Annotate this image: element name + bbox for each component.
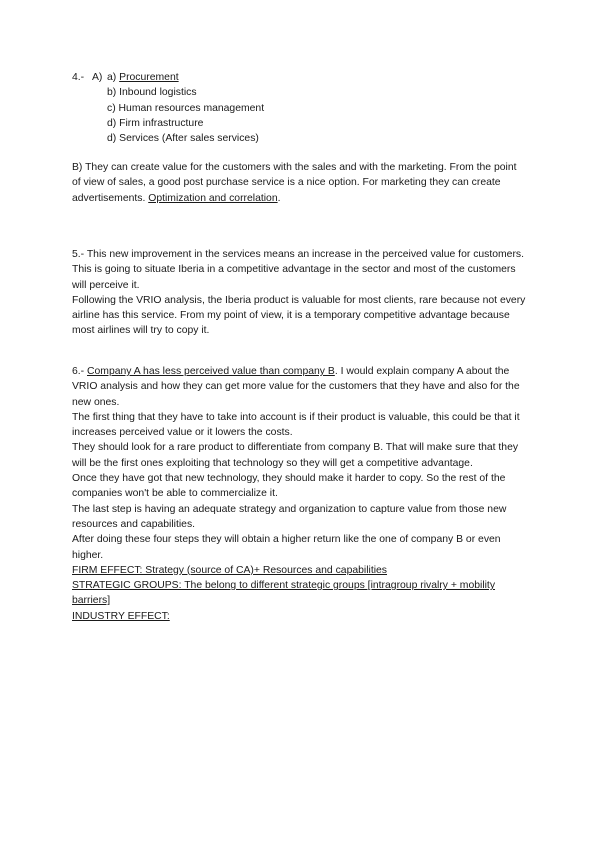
q4-item-text: Human resources management bbox=[118, 102, 265, 114]
q4-item-text: Procurement bbox=[119, 72, 179, 83]
q6-prefix: 6.- bbox=[72, 366, 88, 377]
q6-firm-effect: FIRM EFFECT: Strategy (source of CA)+ Resources and capabilities bbox=[72, 564, 388, 576]
q6-paragraph: The first thing that they have to take into account is if their product is valuable, this could be that it increases perceived value or it lowers the costs. bbox=[72, 411, 520, 439]
q6-paragraph: Once they have got that new technology, they should make it harder to copy. So the rest of the companies won't be able to commercialize it. bbox=[72, 473, 506, 500]
question-6 bbox=[72, 364, 528, 624]
q4-item-text: Firm infrastructure bbox=[119, 117, 204, 129]
q6-paragraph: They should look for a rare product to differentiate from company B. That will make sure that they will be the first ones exploiting that technology so they will get a competitive advantage. bbox=[72, 442, 519, 469]
q6-underlined: Company A has less perceived value than company B bbox=[87, 366, 335, 377]
q6-industry-effect: INDUSTRY EFFECT: bbox=[72, 610, 170, 622]
q4-list-item bbox=[72, 101, 528, 116]
q6-rest: . I would explain company A about the VRIO analysis and how they can get more value for the customers that they have and also for the new ones. bbox=[72, 366, 520, 408]
q4-item-prefix: d) bbox=[107, 117, 120, 129]
q4-part-a-label: A) bbox=[92, 72, 103, 83]
q4-number: 4.- bbox=[72, 72, 85, 83]
q5-paragraph-2: Following the VRIO analysis, the Iberia product is valuable for most clients, rare because not every airline has this service. From my point of view, it is a temporary competitive advantage because most airlines will try to copy it. bbox=[72, 294, 526, 337]
q6-strategic-groups: STRATEGIC GROUPS: The belong to different strategic groups [intragroup rivalry + mobility barriers] bbox=[72, 580, 496, 607]
q6-intro bbox=[72, 364, 528, 410]
q4-part-b-underlined: Optimization and correlation bbox=[148, 192, 278, 204]
q6-paragraph: After doing these four steps they will obtain a higher return like the one of company B or even higher. bbox=[72, 534, 501, 561]
q4-list-item bbox=[72, 116, 528, 131]
q4-item-prefix: c) bbox=[107, 102, 119, 114]
q4-list-item bbox=[72, 70, 528, 85]
q4-part-b-end: . bbox=[277, 192, 281, 204]
q4-list bbox=[72, 70, 528, 146]
question-4-part-b bbox=[72, 160, 528, 206]
question-4 bbox=[72, 70, 528, 146]
q4-item-text: Inbound logistics bbox=[119, 87, 197, 99]
q4-item-text: Services (After sales services) bbox=[119, 133, 259, 145]
question-5 bbox=[72, 247, 528, 339]
q4-part-b-paragraph bbox=[72, 160, 528, 206]
q4-item-prefix: b) bbox=[107, 87, 120, 99]
q4-item-prefix: a) bbox=[107, 72, 120, 83]
q4-part-b-text: B) They can create value for the customers with the sales and with the marketing. From the point of view of sales, a good post purchase service is a nice option. For marketing they can create advertisements. bbox=[72, 162, 517, 204]
q6-paragraph: The last step is having an adequate strategy and organization to capture value from those new resources and capabilities. bbox=[72, 503, 507, 530]
q5-paragraph-1: 5.- This new improvement in the services means an increase in the perceived value for customers. This is going to situate Iberia in a competitive advantage in the sector and most of the customers will perceive it. bbox=[72, 249, 525, 291]
q4-list-item bbox=[72, 85, 528, 100]
q4-item-prefix: d) bbox=[107, 133, 120, 145]
q4-list-item bbox=[72, 131, 528, 146]
